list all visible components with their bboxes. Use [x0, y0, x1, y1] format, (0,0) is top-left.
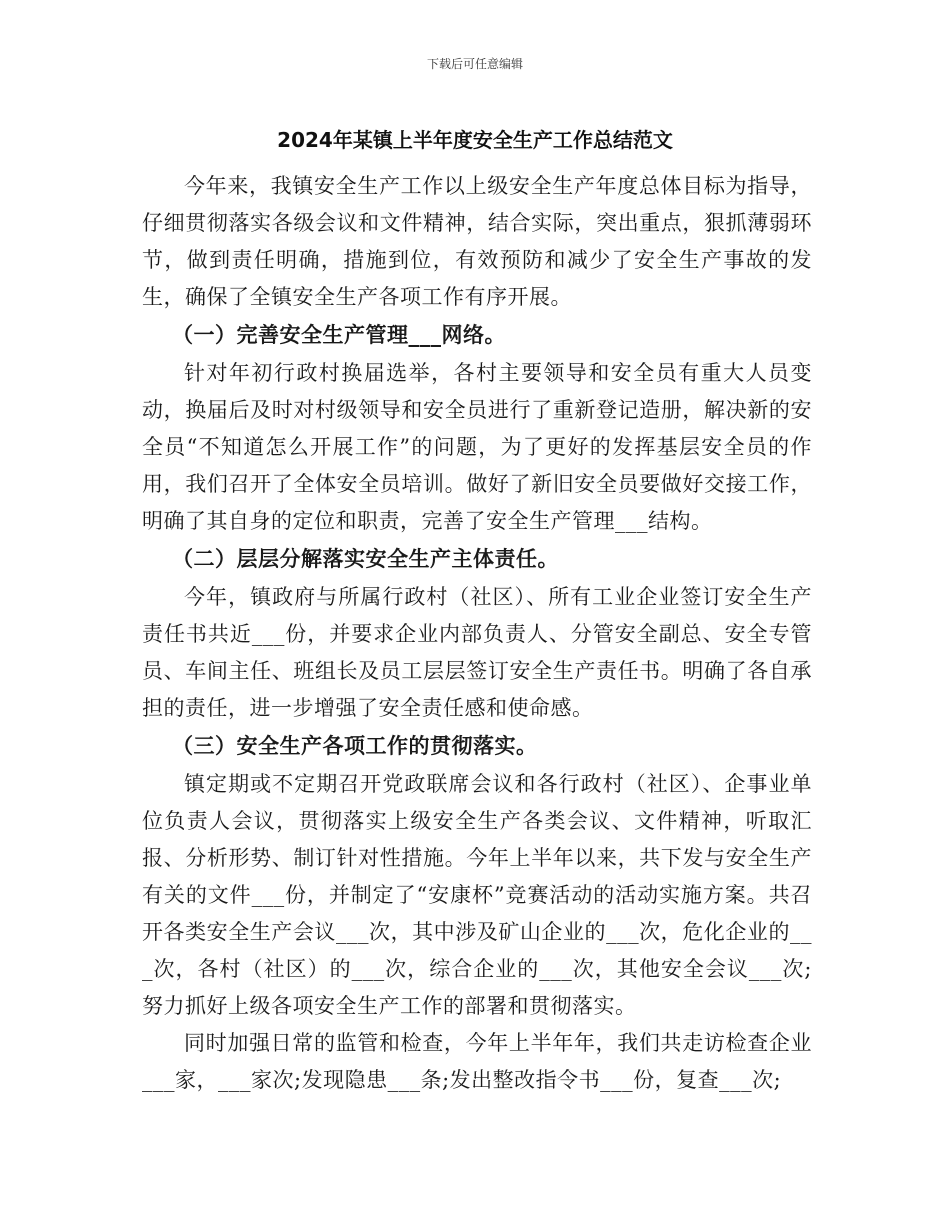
- document-title: 2024年某镇上半年度安全生产工作总结范文: [277, 128, 673, 152]
- paragraph-inspection: 同时加强日常的监管和检查，今年上半年年，我们共走访检查企业___家，___家次;发现隐患___条;发出整改指令书___份，复查___次;: [142, 1031, 812, 1092]
- section-heading-2: （二）层层分解落实安全生产主体责任。: [172, 547, 559, 571]
- section-heading-1: （一）完善安全生产管理___网络。: [172, 323, 506, 347]
- paragraph-section-2: 今年，镇政府与所属行政村（社区）、所有工业企业签订安全生产责任书共近___份，并要求企业内部负责人、分管安全副总、安全专管员、车间主任、班组长及员工层层签订安全生产责任书。明确了各自承担的责任，进一步增强了安全责任感和使命感。: [142, 585, 812, 720]
- document-body: [142, 168, 812, 1099]
- paragraph-section-3: 镇定期或不定期召开党政联席会议和各行政村（社区）、企事业单位负责人会议，贯彻落实上级安全生产各类会议、文件精神，听取汇报、分析形势、制订针对性措施。今年上半年以来，共下发与安全生产有关的文件___份，并制定了“安康杯”竞赛活动的活动实施方案。共召开各类安全生产会议___次，其中涉及矿山企业的___次，危化企业的___次，各村（社区）的___次，综合企业的___次，其他安全会议___次;努力抓好上级各项安全生产工作的部署和贯彻落实。: [142, 772, 812, 1018]
- header-note: 下载后可任意编辑: [426, 57, 523, 71]
- paragraph-intro: 今年来，我镇安全生产工作以上级安全生产年度总体目标为指导，仔细贯彻落实各级会议和文件精神，结合实际，突出重点，狠抓薄弱环节，做到责任明确，措施到位，有效预防和减少了安全生产事故的发生，确保了全镇安全生产各项工作有序开展。: [142, 174, 812, 309]
- section-heading-3: （三）安全生产各项工作的贯彻落实。: [172, 734, 538, 758]
- paragraph-section-1: 针对年初行政村换届选举，各村主要领导和安全员有重大人员变动，换届后及时对村级领导和安全员进行了重新登记造册，解决新的安全员“不知道怎么开展工作”的问题，为了更好的发挥基层安全员的作用，我们召开了全体安全员培训。做好了新旧安全员要做好交接工作，明确了其自身的定位和职责，完善了安全生产管理___结构。: [142, 361, 812, 533]
